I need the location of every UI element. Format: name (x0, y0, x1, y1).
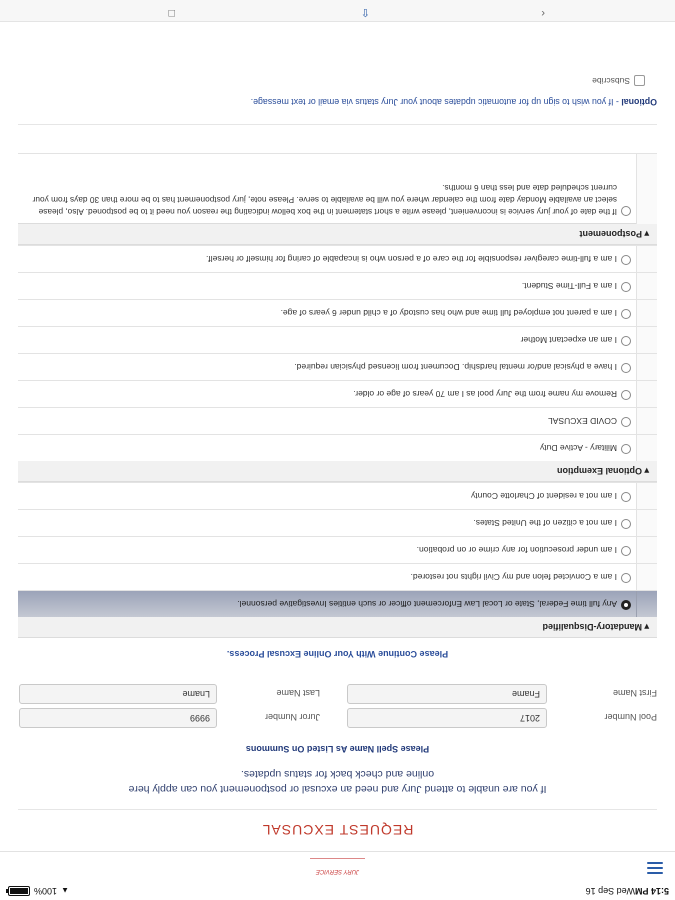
bottom-toolbar (0, 0, 675, 22)
battery-icon (8, 886, 30, 896)
section-postponement-header[interactable] (18, 223, 657, 245)
radio-button[interactable] (621, 573, 631, 583)
option-label: I am not a resident of Charlotte County (471, 491, 617, 501)
radio-button[interactable] (621, 363, 631, 373)
postponement-text: If the date of your jury service is inconvenient, please write a short statement in the box bellow indicating the reason you need it to be postponed. Also, please select an available Monday date from the calendar where you will be available to serve. Please note, jury postponement has to be more than 30 days from your current scheduled date and less than 6 months. (32, 183, 617, 217)
option-row[interactable] (18, 272, 657, 299)
divider (18, 809, 657, 810)
subscribe-label: Subscribe (592, 76, 630, 86)
back-icon[interactable]: ‹ (541, 7, 545, 19)
option-label: I am a Full-Time Student. (521, 281, 617, 291)
last-name-field[interactable]: Lname (19, 684, 217, 704)
option-row[interactable] (18, 326, 657, 353)
radio-button[interactable] (621, 255, 631, 265)
option-label: Any full time Federal, State or Local Law Enforcement officer or such entities Investigative personnel. (237, 599, 617, 609)
option-row[interactable] (18, 434, 657, 461)
option-label: I am an expectant Mother (520, 335, 617, 345)
chevron-down-icon: ▾ (644, 622, 649, 632)
chevron-down-icon: ▾ (644, 229, 649, 239)
battery-percent: 100% (34, 886, 58, 896)
pool-number-label: Pool Number (604, 712, 657, 722)
option-label: I am a Convicted felon and my Civil rights not restored. (410, 572, 617, 582)
tabs-icon[interactable]: □ (168, 7, 175, 19)
option-row[interactable] (18, 407, 657, 434)
radio-button[interactable] (621, 600, 631, 610)
share-icon[interactable]: ⇧ (360, 6, 370, 18)
radio-button[interactable] (621, 336, 631, 346)
option-label: I am a parent not employed full time and who has custody of a child under 6 years of age. (280, 308, 617, 318)
first-name-label: First Name (612, 688, 657, 698)
option-label: COVID EXCUSAL (548, 416, 617, 426)
option-label: Remove my name from the Jury pool as I am 70 years of age or older. (353, 389, 617, 399)
radio-button[interactable] (621, 390, 631, 400)
subscribe-option[interactable] (592, 75, 645, 86)
option-row[interactable] (18, 380, 657, 407)
last-name-label: Last Name (276, 688, 320, 698)
wifi-icon: ▲ (61, 886, 69, 896)
section-mandatory-title: Mandatory-Disqualified (542, 622, 642, 632)
option-row[interactable] (18, 590, 657, 617)
section-postponement-title: Postponement (579, 229, 642, 239)
option-row[interactable] (18, 536, 657, 563)
option-row[interactable] (18, 509, 657, 536)
continue-text: Please Continue With Your Online Excusal Process. (226, 649, 449, 659)
option-label: I am not a citizen of the United States. (473, 518, 617, 528)
status-time: 5:14 PM (634, 886, 669, 896)
pool-number-field[interactable]: 2017 (347, 708, 547, 728)
option-label: I am a full-time caregiver responsible for the care of a person who is incapable of caring for himself or herself. (205, 254, 617, 264)
radio-button[interactable] (621, 206, 631, 216)
page-title: REQUEST EXCUSAL (261, 822, 414, 838)
postponement-row[interactable] (18, 153, 657, 224)
hamburger-icon[interactable] (647, 861, 663, 874)
juror-number-field[interactable]: 9999 (19, 708, 217, 728)
status-date: Wed Sep 16 (585, 886, 635, 896)
option-label: I am under prosecution for any crime or on probation. (416, 545, 617, 555)
option-label: Military - Active Duty (540, 443, 617, 453)
section-optional-header[interactable] (18, 460, 657, 482)
section-optional-title: Optional Exemption (556, 466, 642, 476)
juror-number-label: Juror Number (264, 712, 320, 722)
subscribe-checkbox[interactable] (634, 75, 645, 86)
radio-button[interactable] (621, 519, 631, 529)
app-header (0, 851, 675, 882)
option-label: I have a physical and/or mental hardship. Document from licensed physician required. (294, 362, 617, 372)
section-mandatory-header[interactable] (18, 616, 657, 638)
chevron-down-icon: ▾ (644, 466, 649, 476)
spell-note: Please Spell Name As Listed On Summons (245, 744, 430, 754)
radio-button[interactable] (621, 546, 631, 556)
radio-button[interactable] (621, 492, 631, 502)
option-row[interactable] (18, 482, 657, 509)
optional-updates (27, 97, 657, 107)
divider (18, 124, 657, 125)
optional-label: Optional (621, 97, 657, 107)
optional-updates-text: - If you wish to sign up for automatic updates about your Jury status via email or text message. (250, 97, 622, 107)
option-row[interactable] (18, 563, 657, 590)
first-name-field[interactable]: Fname (347, 684, 547, 704)
intro-text: If you are unable to attend Jury and need an excusal or postponement you can apply here online and check back for status updates. (128, 768, 547, 795)
radio-button[interactable] (621, 444, 631, 454)
option-row[interactable] (18, 299, 657, 326)
option-row[interactable] (18, 245, 657, 272)
status-right (8, 886, 69, 896)
radio-button[interactable] (621, 417, 631, 427)
site-logo[interactable]: JURY SERVICE (310, 858, 365, 875)
status-bar (0, 882, 675, 900)
radio-button[interactable] (621, 282, 631, 292)
option-row[interactable] (18, 353, 657, 380)
radio-button[interactable] (621, 309, 631, 319)
